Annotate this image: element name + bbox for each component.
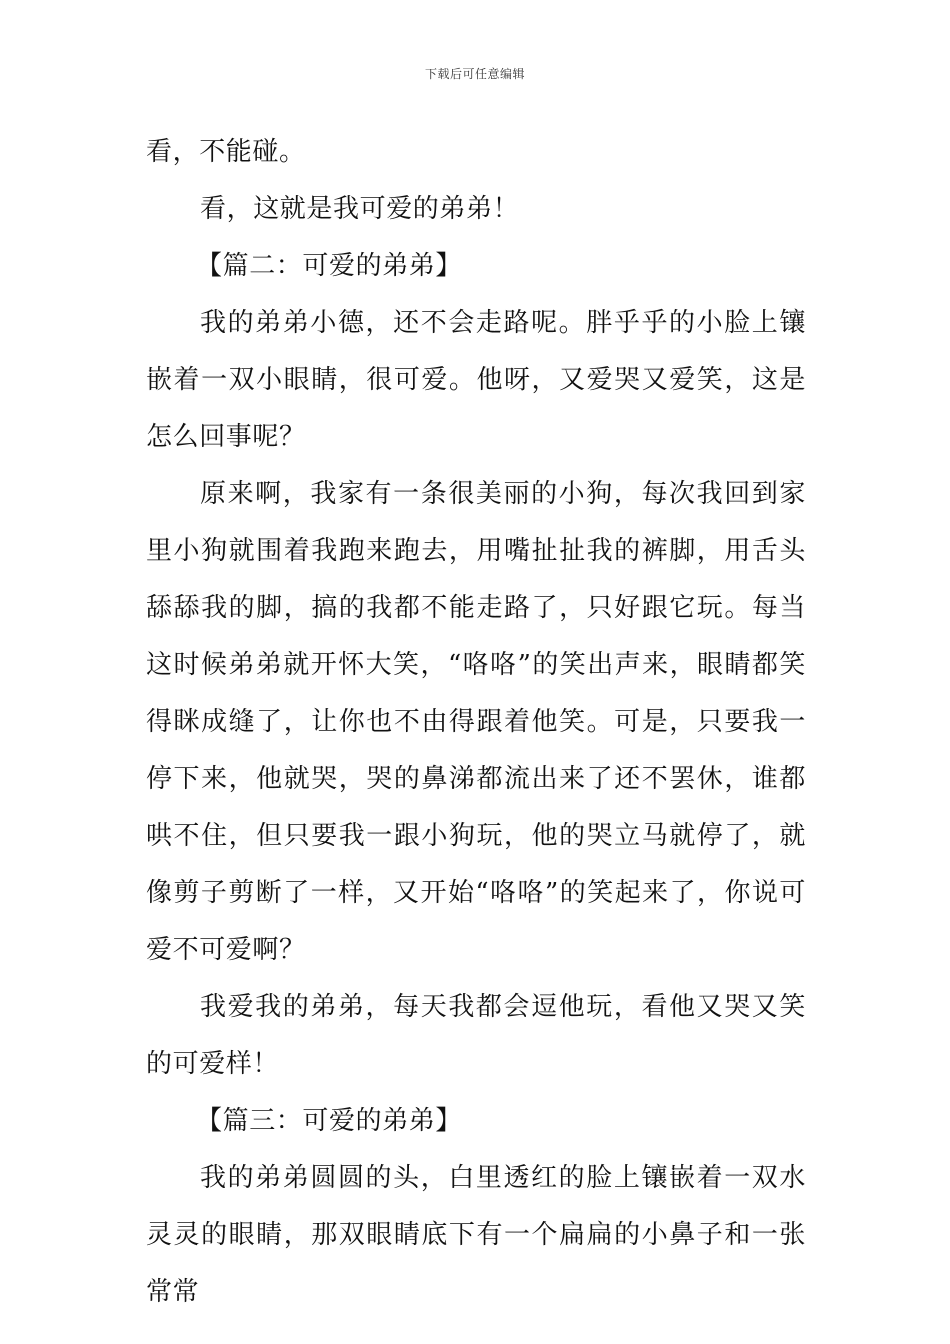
page-header-note: 下载后可任意编辑 — [424, 67, 525, 81]
paragraph-puppy-story: 原来啊，我家有一条很美丽的小狗，每次我回到家里小狗就围着我跑来跑去，用嘴扯扯我的裤脚，用舌头舔舔我的脚，搞的我都不能走路了，只好跟它玩。每当这时候弟弟就开怀大笑，“咯咯”的笑出声来，眼睛都笑得眯成缝了，让你也不由得跟着他笑。可是，只要我一停下来，他就哭，哭的鼻涕都流出来了还不罢休，谁都哄不住，但只要我一跟小狗玩，他的哭立马就停了，就像剪子剪断了一样，又开始“咯咯”的笑起来了，你说可爱不可爱啊？ — [146, 479, 806, 965]
section-heading-part-three: 【篇三：可爱的弟弟】 — [196, 1106, 463, 1136]
paragraph-love-brother: 我爱我的弟弟，每天我都会逗他玩，看他又哭又笑的可爱样！ — [146, 992, 806, 1079]
document-body — [146, 124, 806, 1321]
paragraph-closing-line: 看，这就是我可爱的弟弟！ — [200, 194, 520, 224]
paragraph-continuation: 看，不能碰。 — [146, 137, 306, 167]
paragraph-brother-face: 我的弟弟圆圆的头，白里透红的脸上镶嵌着一双水灵灵的眼睛，那双眼睛底下有一个扁扁的小鼻子和一张常常 — [146, 1163, 806, 1307]
section-heading-part-two: 【篇二：可爱的弟弟】 — [196, 251, 463, 281]
paragraph-intro-xiaode: 我的弟弟小德，还不会走路呢。胖乎乎的小脸上镶嵌着一双小眼睛，很可爱。他呀，又爱哭又爱笑，这是怎么回事呢？ — [146, 308, 806, 452]
